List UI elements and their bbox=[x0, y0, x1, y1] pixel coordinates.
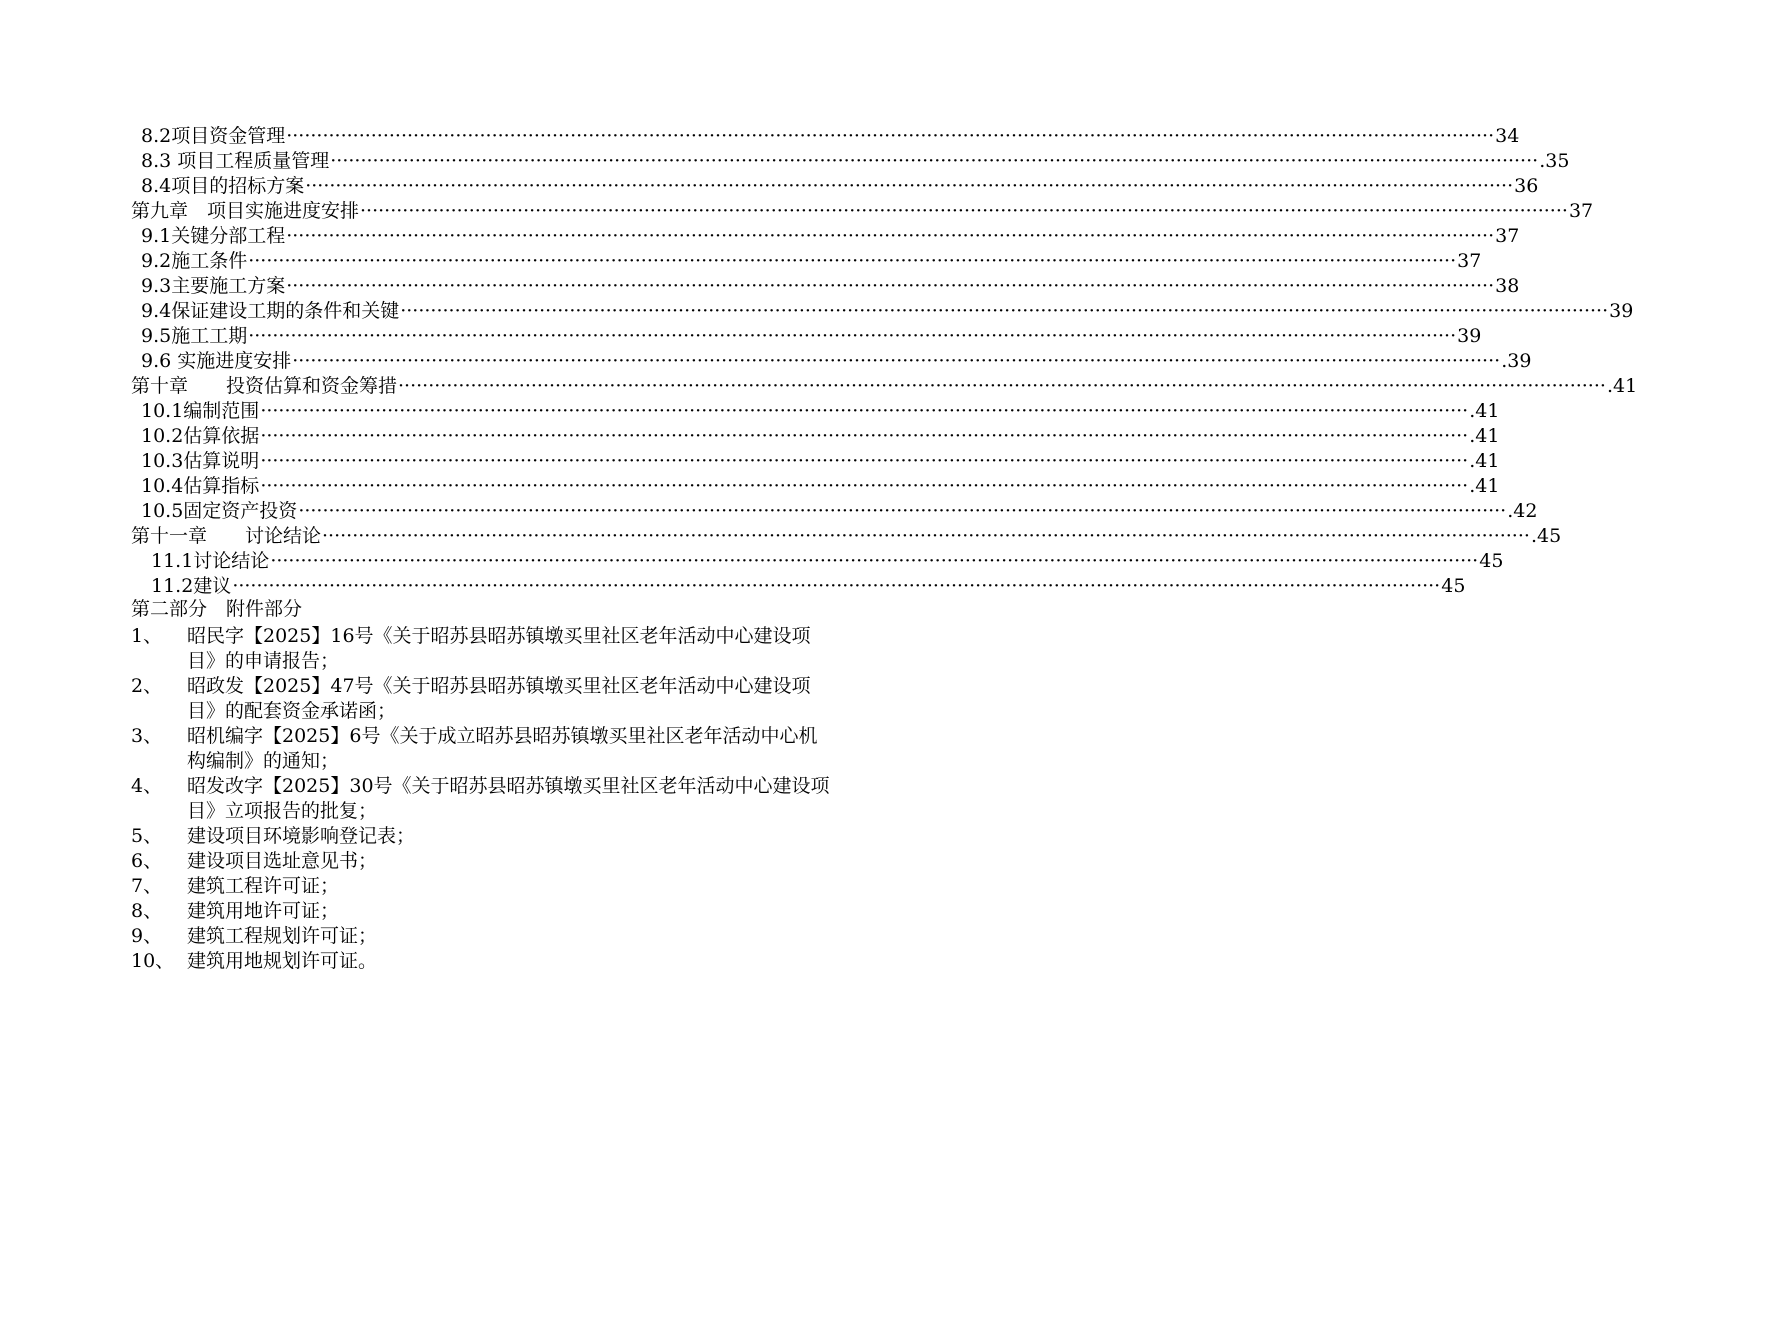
toc-leader-dots: ········································································································································································································ bbox=[260, 400, 1469, 422]
attachment-item bbox=[131, 899, 831, 924]
table-of-contents bbox=[0, 124, 1638, 599]
toc-entry-title: 10.4估算指标 bbox=[141, 475, 260, 497]
toc-entry-title: 8.4项目的招标方案 bbox=[141, 175, 305, 197]
toc-page-number: .41 bbox=[1469, 425, 1500, 447]
attachments-heading: 第二部分 附件部分 bbox=[131, 598, 303, 620]
attachment-number: 8、 bbox=[131, 900, 163, 922]
attachment-item bbox=[131, 874, 831, 899]
attachment-number: 3、 bbox=[131, 725, 163, 747]
toc-entry-title: 9.5施工工期 bbox=[141, 325, 248, 347]
toc-leader-dots: ········································································································································································································ bbox=[292, 350, 1501, 372]
toc-page-number: .35 bbox=[1539, 150, 1570, 172]
toc-entry-title: 9.1关键分部工程 bbox=[141, 225, 286, 247]
toc-entry[interactable] bbox=[0, 299, 1634, 324]
toc-leader-dots: ········································································································································································································ bbox=[260, 475, 1469, 497]
toc-page-number: 37 bbox=[1568, 200, 1594, 222]
attachment-text: 建设项目选址意见书； bbox=[187, 850, 378, 872]
toc-leader-dots: ········································································································································································································ bbox=[286, 275, 1495, 297]
toc-page-number: 39 bbox=[1609, 300, 1634, 322]
toc-entry[interactable] bbox=[0, 524, 1562, 549]
attachment-text: 建筑用地规划许可证。 bbox=[187, 950, 378, 972]
attachment-text: 建筑工程许可证； bbox=[187, 875, 340, 897]
toc-page-number: .41 bbox=[1469, 400, 1500, 422]
toc-entry[interactable] bbox=[0, 424, 1500, 449]
attachment-text: 建设项目环境影响登记表； bbox=[187, 825, 416, 847]
toc-entry[interactable] bbox=[0, 249, 1482, 274]
toc-entry-title: 10.2估算依据 bbox=[141, 425, 260, 447]
toc-page-number: .41 bbox=[1469, 450, 1500, 472]
toc-leader-dots: ········································································································································································································ bbox=[260, 425, 1469, 447]
attachment-number: 1、 bbox=[131, 625, 163, 647]
toc-page-number: 45 bbox=[1479, 550, 1504, 572]
toc-entry-title: 第九章 项目实施进度安排 bbox=[131, 200, 360, 222]
toc-entry-title: 第十章 投资估算和资金筹措 bbox=[131, 375, 398, 397]
attachment-number: 10、 bbox=[131, 950, 175, 972]
toc-page-number: 36 bbox=[1514, 175, 1539, 197]
toc-leader-dots: ········································································································································································································ bbox=[398, 375, 1606, 397]
attachment-number: 6、 bbox=[131, 850, 163, 872]
toc-page-number: 37 bbox=[1457, 250, 1482, 272]
toc-page-number: 45 bbox=[1441, 575, 1466, 597]
toc-entry[interactable] bbox=[0, 399, 1500, 424]
toc-entry-title: 9.2施工条件 bbox=[141, 250, 248, 272]
toc-entry[interactable] bbox=[0, 374, 1638, 399]
toc-entry[interactable] bbox=[0, 174, 1539, 199]
toc-leader-dots: ········································································································································································································ bbox=[248, 250, 1457, 272]
toc-leader-dots: ········································································································································································································ bbox=[286, 125, 1495, 147]
toc-page-number: 37 bbox=[1495, 225, 1520, 247]
attachment-text: 建筑用地许可证； bbox=[187, 900, 340, 922]
attachment-text: 昭发改字【2025】30号《关于昭苏县昭苏镇墩买里社区老年活动中心建设项目》立项报告的批复； bbox=[187, 775, 830, 822]
toc-entry[interactable] bbox=[0, 224, 1520, 249]
toc-entry[interactable] bbox=[0, 199, 1594, 224]
attachment-text: 昭民字【2025】16号《关于昭苏县昭苏镇墩买里社区老年活动中心建设项目》的申请报告； bbox=[187, 625, 811, 672]
toc-entry-title: 11.2建议 bbox=[151, 575, 232, 597]
toc-leader-dots: ········································································································································································································ bbox=[286, 225, 1495, 247]
attachment-item bbox=[131, 624, 831, 674]
toc-leader-dots: ········································································································································································································ bbox=[322, 525, 1530, 547]
attachment-number: 4、 bbox=[131, 775, 163, 797]
toc-entry[interactable] bbox=[0, 474, 1500, 499]
toc-entry-title: 10.5固定资产投资 bbox=[141, 500, 298, 522]
toc-page-number: .41 bbox=[1469, 475, 1500, 497]
toc-entry[interactable] bbox=[0, 549, 1504, 574]
attachment-number: 5、 bbox=[131, 825, 163, 847]
toc-leader-dots: ········································································································································································································ bbox=[400, 300, 1609, 322]
toc-leader-dots: ········································································································································································································ bbox=[330, 150, 1539, 172]
toc-entry[interactable] bbox=[0, 574, 1466, 599]
toc-page-number: .39 bbox=[1501, 350, 1532, 372]
toc-entry[interactable] bbox=[0, 324, 1482, 349]
attachment-item bbox=[131, 924, 831, 949]
toc-page-number: 38 bbox=[1495, 275, 1520, 297]
attachment-item bbox=[131, 674, 831, 724]
toc-page-number: .42 bbox=[1507, 500, 1538, 522]
toc-entry-title: 第十一章 讨论结论 bbox=[131, 525, 322, 547]
toc-entry-title: 10.3估算说明 bbox=[141, 450, 260, 472]
toc-entry-title: 8.3 项目工程质量管理 bbox=[141, 150, 330, 172]
toc-leader-dots: ········································································································································································································ bbox=[260, 450, 1469, 472]
toc-leader-dots: ········································································································································································································ bbox=[298, 500, 1507, 522]
attachment-item bbox=[131, 949, 831, 974]
attachment-text: 昭机编字【2025】6号《关于成立昭苏县昭苏镇墩买里社区老年活动中心机构编制》的通知； bbox=[187, 725, 818, 772]
toc-entry[interactable] bbox=[0, 349, 1532, 374]
toc-entry-title: 9.4保证建设工期的条件和关键 bbox=[141, 300, 400, 322]
attachment-number: 7、 bbox=[131, 875, 163, 897]
attachment-item bbox=[131, 849, 831, 874]
attachment-item bbox=[131, 724, 831, 774]
toc-page-number: .41 bbox=[1606, 375, 1638, 397]
attachments-list bbox=[131, 624, 831, 974]
toc-leader-dots: ········································································································································································································ bbox=[248, 325, 1457, 347]
toc-entry-title: 11.1讨论结论 bbox=[151, 550, 270, 572]
toc-entry[interactable] bbox=[0, 274, 1520, 299]
toc-entry[interactable] bbox=[0, 149, 1570, 174]
toc-entry-title: 9.3主要施工方案 bbox=[141, 275, 286, 297]
attachment-item bbox=[131, 774, 831, 824]
attachment-text: 昭政发【2025】47号《关于昭苏县昭苏镇墩买里社区老年活动中心建设项目》的配套资金承诺函； bbox=[187, 675, 811, 722]
toc-page-number: 39 bbox=[1457, 325, 1482, 347]
toc-leader-dots: ········································································································································································································ bbox=[360, 200, 1568, 222]
toc-entry[interactable] bbox=[0, 449, 1500, 474]
attachment-item bbox=[131, 824, 831, 849]
toc-entry-title: 10.1编制范围 bbox=[141, 400, 260, 422]
toc-leader-dots: ········································································································································································································ bbox=[270, 550, 1479, 572]
toc-leader-dots: ········································································································································································································ bbox=[305, 175, 1514, 197]
attachment-number: 9、 bbox=[131, 925, 163, 947]
attachment-number: 2、 bbox=[131, 675, 163, 697]
toc-entry-title: 8.2项目资金管理 bbox=[141, 125, 286, 147]
attachment-text: 建筑工程规划许可证； bbox=[187, 925, 378, 947]
toc-page-number: .45 bbox=[1530, 525, 1562, 547]
toc-entry[interactable] bbox=[0, 124, 1520, 149]
toc-entry-title: 9.6 实施进度安排 bbox=[141, 350, 292, 372]
toc-entry[interactable] bbox=[0, 499, 1538, 524]
toc-leader-dots: ········································································································································································································ bbox=[232, 575, 1441, 597]
toc-page-number: 34 bbox=[1495, 125, 1520, 147]
